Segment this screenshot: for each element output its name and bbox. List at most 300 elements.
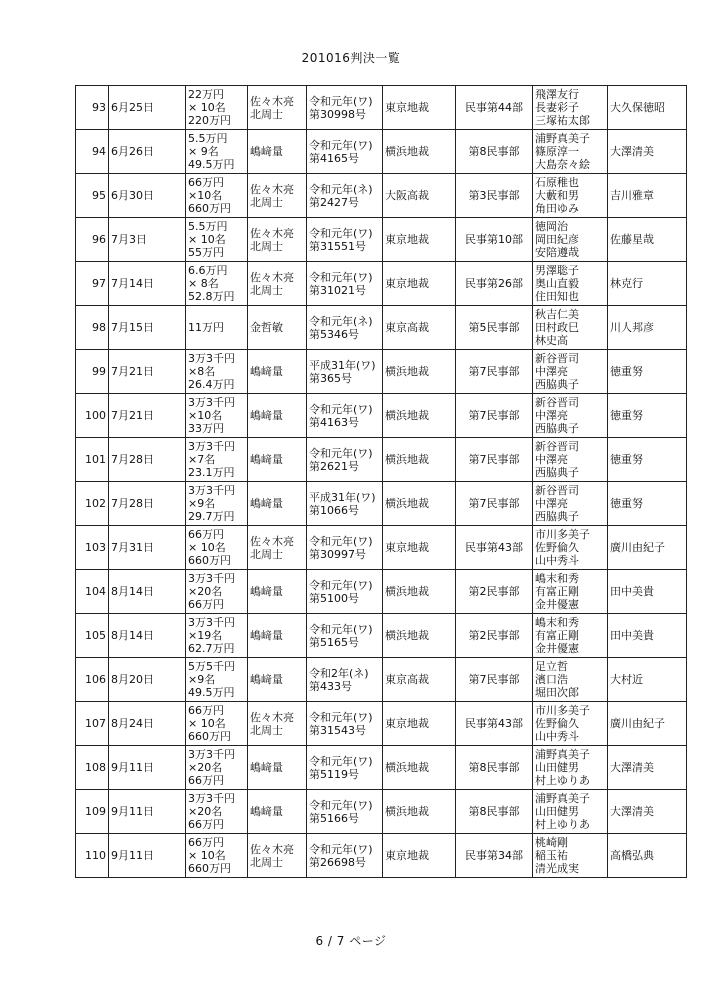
lawyer-names-line: 佐々木亮 (250, 226, 294, 240)
defendant-name: 大澤清美 (608, 790, 687, 834)
defendant-name: 高橋弘典 (608, 834, 687, 878)
judge-names-line: 有富正剛 (535, 629, 579, 642)
court-name: 大阪高裁 (383, 174, 456, 218)
award-amount-line: ×20名 (188, 761, 223, 774)
award-amount-line: 49.5万円 (188, 158, 235, 171)
judge-names (533, 790, 608, 834)
court-name: 東京地裁 (383, 526, 456, 570)
case-number (307, 482, 383, 526)
lawyer-names-line: 嶋﨑量 (250, 629, 283, 642)
case-number-line: 第1066号 (309, 503, 359, 517)
court-name: 東京高裁 (383, 658, 456, 702)
row-number: 105 (76, 614, 109, 658)
lawyer-names (248, 834, 307, 878)
court-division: 第2民事部 (456, 570, 533, 614)
case-number-line: 令和元年(ワ) (309, 138, 373, 152)
lawyer-names (248, 86, 307, 130)
lawyer-names-line: 嶋﨑量 (250, 453, 283, 466)
judge-names-line: 佐野倫久 (535, 717, 579, 730)
lawyer-names-line: 佐々木亮 (250, 710, 294, 724)
judge-names-line: 中澤亮 (535, 365, 568, 378)
case-number-line: 第5119号 (309, 767, 359, 781)
judgment-date: 9月11日 (109, 834, 186, 878)
judge-names-line: 男澤聡子 (535, 264, 579, 277)
case-number-line: 第31021号 (309, 283, 366, 297)
defendant-name: 廣川由紀子 (608, 702, 687, 746)
lawyer-names-line: 嶋﨑量 (250, 761, 283, 774)
award-amount-line: 5.5万円 (188, 220, 228, 233)
award-amount-line: 3万3千円 (188, 440, 235, 453)
judgment-date: 8月20日 (109, 658, 186, 702)
lawyer-names (248, 174, 307, 218)
row-number: 100 (76, 394, 109, 438)
case-number-line: 令和元年(ワ) (309, 270, 373, 284)
lawyer-names (248, 350, 307, 394)
award-amount-line: × 9名 (188, 145, 219, 158)
table-row (76, 306, 687, 350)
case-number (307, 86, 383, 130)
judge-names (533, 526, 608, 570)
judge-names (533, 218, 608, 262)
award-amount (186, 262, 248, 306)
judgment-date: 7月21日 (109, 394, 186, 438)
judge-names-line: 金井優憲 (535, 598, 579, 611)
award-amount (186, 790, 248, 834)
judge-names (533, 262, 608, 306)
judge-names-line: 嶋末和秀 (535, 616, 579, 629)
award-amount-line: 3万3千円 (188, 748, 235, 761)
award-amount (186, 834, 248, 878)
case-number-line: 第5100号 (309, 591, 359, 605)
table-body (76, 86, 687, 878)
page-title: 201016判決一覧 (301, 51, 401, 65)
case-number-line: 第5346号 (309, 327, 359, 341)
lawyer-names-line: 佐々木亮 (250, 94, 294, 108)
award-amount-line: 66万円 (188, 818, 224, 831)
lawyer-names (248, 526, 307, 570)
judge-names-line: 新谷晋司 (535, 396, 579, 409)
award-amount (186, 482, 248, 526)
judge-names-line: 清光成実 (535, 862, 579, 875)
lawyer-names (248, 130, 307, 174)
judgment-date: 8月14日 (109, 614, 186, 658)
award-amount-line: ×9名 (188, 673, 216, 686)
court-name: 横浜地裁 (383, 438, 456, 482)
judge-names (533, 570, 608, 614)
court-name: 東京地裁 (383, 702, 456, 746)
award-amount-line: 23.1万円 (188, 466, 235, 479)
judge-names (533, 658, 608, 702)
court-name: 横浜地裁 (383, 570, 456, 614)
court-division: 第7民事部 (456, 482, 533, 526)
row-number: 101 (76, 438, 109, 482)
court-division: 第7民事部 (456, 658, 533, 702)
judge-names-line: 山中秀斗 (535, 554, 579, 567)
court-division: 民事第34部 (456, 834, 533, 878)
defendant-name: 吉川雅章 (608, 174, 687, 218)
lawyer-names (248, 394, 307, 438)
award-amount-line: 5万5千円 (188, 660, 235, 673)
award-amount (186, 570, 248, 614)
defendant-name: 佐藤星哉 (608, 218, 687, 262)
award-amount (186, 174, 248, 218)
case-number (307, 746, 383, 790)
row-number: 103 (76, 526, 109, 570)
award-amount-line: ×20名 (188, 805, 223, 818)
judge-names (533, 438, 608, 482)
award-amount-line: 660万円 (188, 730, 231, 743)
row-number: 107 (76, 702, 109, 746)
court-name: 横浜地裁 (383, 482, 456, 526)
judge-names-line: 佐野倫久 (535, 541, 579, 554)
judge-names-line: 浦野真美子 (535, 748, 590, 761)
award-amount (186, 658, 248, 702)
court-division: 第7民事部 (456, 350, 533, 394)
court-name: 横浜地裁 (383, 130, 456, 174)
award-amount-line: 3万3千円 (188, 616, 235, 629)
judge-names (533, 130, 608, 174)
judge-names-line: 嶋末和秀 (535, 572, 579, 585)
lawyer-names-line: 嶋﨑量 (250, 409, 283, 422)
table-row (76, 86, 687, 130)
court-name: 横浜地裁 (383, 350, 456, 394)
lawyer-names (248, 746, 307, 790)
award-amount-line: ×8名 (188, 365, 216, 378)
row-number: 102 (76, 482, 109, 526)
award-amount-line: 66万円 (188, 836, 224, 849)
case-number (307, 262, 383, 306)
defendant-name: 廣川由紀子 (608, 526, 687, 570)
award-amount-line: 66万円 (188, 598, 224, 611)
judgment-date: 6月25日 (109, 86, 186, 130)
row-number: 106 (76, 658, 109, 702)
award-amount-line: 66万円 (188, 176, 224, 189)
judge-names-line: 新谷晋司 (535, 484, 579, 497)
judge-names-line: 篠原淳一 (535, 145, 579, 158)
defendant-name: 大澤清美 (608, 746, 687, 790)
award-amount-line: ×7名 (188, 453, 216, 466)
court-name: 東京地裁 (383, 262, 456, 306)
lawyer-names (248, 306, 307, 350)
judge-names-line: 金井優憲 (535, 642, 579, 655)
case-number (307, 790, 383, 834)
judge-names (533, 394, 608, 438)
case-number-line: 令和元年(ワ) (309, 798, 373, 812)
judge-names-line: 堀田次郎 (535, 686, 579, 699)
defendant-name: 大澤清美 (608, 130, 687, 174)
lawyer-names (248, 702, 307, 746)
judge-names-line: 新谷晋司 (535, 440, 579, 453)
judge-names (533, 306, 608, 350)
award-amount-line: 22万円 (188, 88, 224, 101)
lawyer-names-line: 嶋﨑量 (250, 497, 283, 510)
judge-names-line: 岡田紀彦 (535, 233, 579, 246)
award-amount-line: ×9名 (188, 497, 216, 510)
judge-names (533, 86, 608, 130)
court-division: 第7民事部 (456, 394, 533, 438)
judge-names-line: 住田知也 (535, 290, 579, 303)
award-amount-line: 660万円 (188, 862, 231, 875)
court-division: 民事第43部 (456, 526, 533, 570)
judge-names-line: 西脇典子 (535, 422, 579, 435)
award-amount-line: 5.5万円 (188, 132, 228, 145)
defendant-name: 大久保徳昭 (608, 86, 687, 130)
defendant-name: 徳重努 (608, 350, 687, 394)
judge-names (533, 482, 608, 526)
award-amount-line: 660万円 (188, 202, 231, 215)
award-amount-line: 33万円 (188, 422, 224, 435)
judge-names-line: 中澤亮 (535, 497, 568, 510)
award-amount-line: 660万円 (188, 554, 231, 567)
award-amount-line: ×19名 (188, 629, 223, 642)
lawyer-names (248, 790, 307, 834)
lawyer-names-line: 佐々木亮 (250, 270, 294, 284)
judge-names (533, 746, 608, 790)
judgment-date: 7月28日 (109, 438, 186, 482)
row-number: 98 (76, 306, 109, 350)
case-number-line: 第30998号 (309, 107, 366, 121)
case-number (307, 834, 383, 878)
table-row (76, 262, 687, 306)
defendant-name: 田中美貴 (608, 570, 687, 614)
lawyer-names (248, 438, 307, 482)
table-row (76, 614, 687, 658)
row-number: 96 (76, 218, 109, 262)
table-row (76, 218, 687, 262)
judge-names-line: 村上ゆりあ (535, 818, 590, 831)
defendant-name: 田中美貴 (608, 614, 687, 658)
case-number (307, 218, 383, 262)
court-division: 第3民事部 (456, 174, 533, 218)
row-number: 110 (76, 834, 109, 878)
case-number-line: 令和元年(ワ) (309, 710, 373, 724)
judge-names-line: 徳岡治 (535, 220, 568, 233)
lawyer-names-line: 嶋﨑量 (250, 673, 283, 686)
award-amount-line: 3万3千円 (188, 572, 235, 585)
award-amount-line: × 10名 (188, 101, 226, 114)
lawyer-names-line: 佐々木亮 (250, 842, 294, 856)
award-amount (186, 702, 248, 746)
case-number-line: 令和元年(ネ) (309, 314, 373, 328)
judge-names-line: 山中秀斗 (535, 730, 579, 743)
table-row (76, 394, 687, 438)
lawyer-names (248, 658, 307, 702)
lawyer-names-line: 嶋﨑量 (250, 805, 283, 818)
court-name: 東京地裁 (383, 86, 456, 130)
case-number-line: 第5166号 (309, 811, 359, 825)
award-amount-line: 3万3千円 (188, 792, 235, 805)
lawyer-names (248, 262, 307, 306)
award-amount-line: 49.5万円 (188, 686, 235, 699)
award-amount-line: ×10名 (188, 409, 223, 422)
case-number-line: 令和2年(ネ) (309, 666, 369, 680)
award-amount-line: × 10名 (188, 849, 226, 862)
court-division: 第2民事部 (456, 614, 533, 658)
judge-names-line: 村上ゆりあ (535, 774, 590, 787)
award-amount-line: × 10名 (188, 541, 226, 554)
court-division: 第8民事部 (456, 790, 533, 834)
judge-names (533, 834, 608, 878)
lawyer-names-line: 佐々木亮 (250, 534, 294, 548)
lawyer-names-line: 北周士 (250, 547, 283, 561)
judge-names-line: 中澤亮 (535, 453, 568, 466)
judgment-date: 7月15日 (109, 306, 186, 350)
lawyer-names-line: 金哲敏 (250, 321, 283, 334)
table-row (76, 350, 687, 394)
lawyer-names-line: 嶋﨑量 (250, 365, 283, 378)
judgment-table (75, 85, 687, 878)
award-amount-line: 55万円 (188, 246, 224, 259)
case-number (307, 526, 383, 570)
judge-names-line: 石原稚也 (535, 176, 579, 189)
case-number-line: 第30997号 (309, 547, 366, 561)
judge-names-line: 大島奈々絵 (535, 158, 590, 171)
judge-names-line: 足立哲 (535, 660, 568, 673)
case-number-line: 第26698号 (309, 855, 366, 869)
court-name: 横浜地裁 (383, 746, 456, 790)
case-number-line: 平成31年(ワ) (309, 358, 376, 372)
award-amount (186, 526, 248, 570)
court-name: 横浜地裁 (383, 614, 456, 658)
judgment-date: 7月28日 (109, 482, 186, 526)
award-amount (186, 350, 248, 394)
award-amount-line: 220万円 (188, 114, 231, 127)
case-number (307, 130, 383, 174)
lawyer-names (248, 570, 307, 614)
judge-names-line: 新谷晋司 (535, 352, 579, 365)
award-amount-line: 62.7万円 (188, 642, 235, 655)
row-number: 108 (76, 746, 109, 790)
award-amount (186, 438, 248, 482)
case-number-line: 令和元年(ワ) (309, 842, 373, 856)
award-amount (186, 218, 248, 262)
judgment-date: 7月3日 (109, 218, 186, 262)
judge-names (533, 702, 608, 746)
row-number: 97 (76, 262, 109, 306)
defendant-name: 徳重努 (608, 394, 687, 438)
court-division: 第5民事部 (456, 306, 533, 350)
award-amount-line: × 10名 (188, 233, 226, 246)
case-number (307, 702, 383, 746)
defendant-name: 大村近 (608, 658, 687, 702)
court-division: 民事第26部 (456, 262, 533, 306)
judge-names-line: 奥山直毅 (535, 277, 579, 290)
award-amount-line: × 10名 (188, 717, 226, 730)
court-name: 横浜地裁 (383, 790, 456, 834)
lawyer-names-line: 北周士 (250, 855, 283, 869)
lawyer-names-line: 北周士 (250, 239, 283, 253)
row-number: 95 (76, 174, 109, 218)
judge-names-line: 西脇典子 (535, 510, 579, 523)
case-number-line: 平成31年(ワ) (309, 490, 376, 504)
judge-names (533, 614, 608, 658)
table-row (76, 526, 687, 570)
judge-names-line: 長妻彩子 (535, 101, 579, 114)
table-row (76, 702, 687, 746)
award-amount-line: 3万3千円 (188, 484, 235, 497)
case-number-line: 令和元年(ワ) (309, 446, 373, 460)
judge-names-line: 飛澤友行 (535, 88, 579, 101)
judgment-date: 6月26日 (109, 130, 186, 174)
award-amount-line: 66万円 (188, 774, 224, 787)
row-number: 109 (76, 790, 109, 834)
defendant-name: 林克行 (608, 262, 687, 306)
lawyer-names-line: 北周士 (250, 195, 283, 209)
judge-names-line: 角田ゆみ (535, 202, 579, 215)
court-division: 第8民事部 (456, 130, 533, 174)
case-number (307, 174, 383, 218)
award-amount-line: ×10名 (188, 189, 223, 202)
judge-names-line: 稲玉祐 (535, 849, 568, 862)
table-row (76, 834, 687, 878)
lawyer-names (248, 482, 307, 526)
case-number (307, 614, 383, 658)
judge-names-line: 中澤亮 (535, 409, 568, 422)
judge-names-line: 秋吉仁美 (535, 308, 579, 321)
court-division: 民事第43部 (456, 702, 533, 746)
award-amount (186, 86, 248, 130)
award-amount-line: ×20名 (188, 585, 223, 598)
lawyer-names-line: 北周士 (250, 283, 283, 297)
case-number-line: 第31551号 (309, 239, 366, 253)
table-row (76, 174, 687, 218)
judge-names-line: 大藪和男 (535, 189, 579, 202)
table-row (76, 790, 687, 834)
award-amount-line: 52.8万円 (188, 290, 235, 303)
row-number: 104 (76, 570, 109, 614)
judge-names-line: 三塚祐太郎 (535, 114, 590, 127)
award-amount-line: 26.4万円 (188, 378, 235, 391)
case-number-line: 第4165号 (309, 151, 359, 165)
court-name: 東京地裁 (383, 218, 456, 262)
judge-names-line: 濱口浩 (535, 673, 568, 686)
judge-names (533, 174, 608, 218)
judge-names-line: 浦野真美子 (535, 792, 590, 805)
case-number-line: 令和元年(ワ) (309, 754, 373, 768)
judgment-date: 8月14日 (109, 570, 186, 614)
award-amount (186, 394, 248, 438)
award-amount (186, 614, 248, 658)
case-number-line: 令和元年(ワ) (309, 622, 373, 636)
judge-names-line: 山田健男 (535, 805, 579, 818)
lawyer-names-line: 北周士 (250, 723, 283, 737)
row-number: 93 (76, 86, 109, 130)
judge-names-line: 有富正剛 (535, 585, 579, 598)
award-amount-line: 6.6万円 (188, 264, 228, 277)
award-amount-line: 3万3千円 (188, 352, 235, 365)
judge-names-line: 西脇典子 (535, 466, 579, 479)
judge-names-line: 桃崎剛 (535, 836, 568, 849)
award-amount (186, 130, 248, 174)
case-number (307, 570, 383, 614)
judgment-date: 6月30日 (109, 174, 186, 218)
award-amount-line: × 8名 (188, 277, 219, 290)
judgment-date: 9月11日 (109, 746, 186, 790)
case-number-line: 第2621号 (309, 459, 359, 473)
judge-names-line: 市川多美子 (535, 528, 590, 541)
court-name: 東京高裁 (383, 306, 456, 350)
judge-names-line: 田村政巳 (535, 321, 579, 334)
table-row (76, 438, 687, 482)
judge-names-line: 市川多美子 (535, 704, 590, 717)
award-amount (186, 306, 248, 350)
case-number-line: 令和元年(ネ) (309, 182, 373, 196)
row-number: 99 (76, 350, 109, 394)
case-number-line: 令和元年(ワ) (309, 226, 373, 240)
judge-names-line: 浦野真美子 (535, 132, 590, 145)
court-name: 横浜地裁 (383, 394, 456, 438)
court-division: 第7民事部 (456, 438, 533, 482)
